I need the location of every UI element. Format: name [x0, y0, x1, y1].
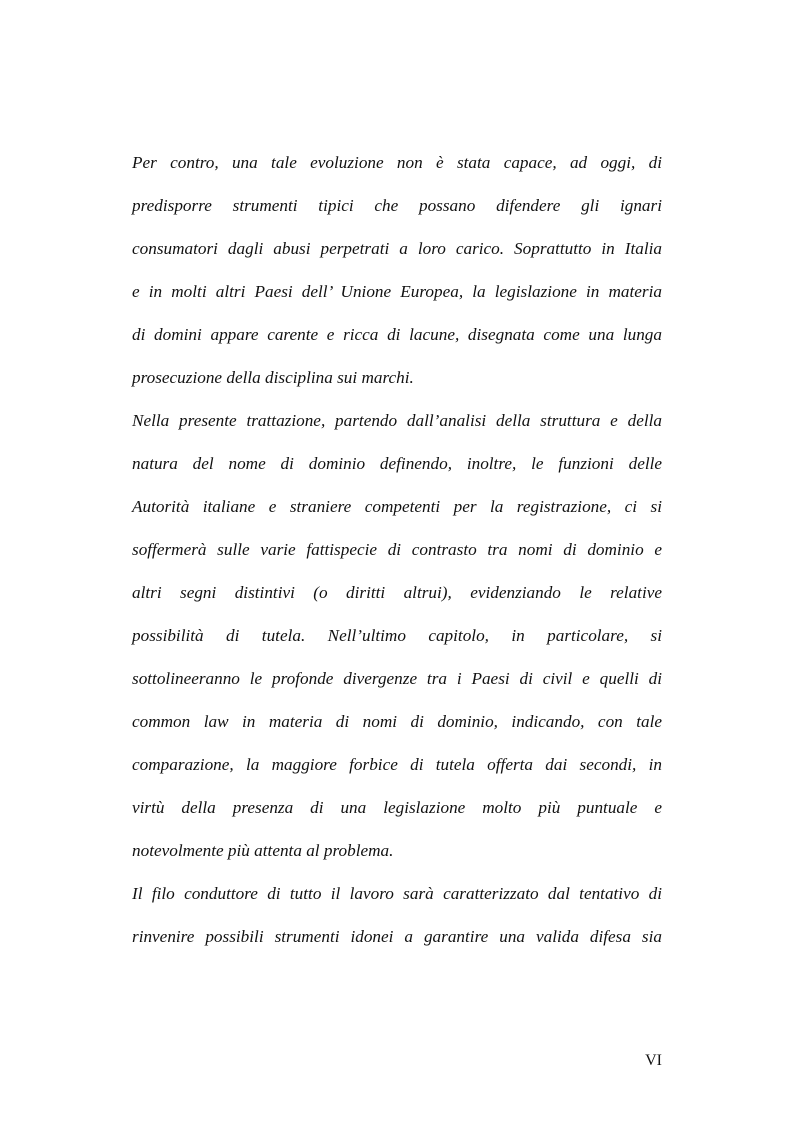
text-line: sottolineeranno le profonde divergenze tra i Paesi di civil e quelli di — [132, 669, 662, 688]
text-line: virtù della presenza di una legislazione molto più puntuale e — [132, 798, 662, 817]
body-text — [132, 149, 662, 966]
text-line: consumatori dagli abusi perpetrati a loro carico. Soprattutto in Italia — [132, 239, 662, 258]
text-line: Nella presente trattazione, partendo dall’analisi della struttura e della — [132, 411, 662, 430]
text-line: e in molti altri Paesi dell’ Unione Europea, la legislazione in materia — [132, 282, 662, 301]
text-line: prosecuzione della disciplina sui marchi. — [132, 368, 414, 387]
paragraph-3 — [132, 880, 662, 966]
text-line: Autorità italiane e straniere competenti per la registrazione, ci si — [132, 497, 662, 516]
paragraph-2 — [132, 407, 662, 880]
text-line: di domini appare carente e ricca di lacune, disegnata come una lunga — [132, 325, 662, 344]
text-line: altri segni distintivi (o diritti altrui), evidenziando le relative — [132, 583, 662, 602]
text-line: common law in materia di nomi di dominio, indicando, con tale — [132, 712, 662, 731]
text-line: predisporre strumenti tipici che possano difendere gli ignari — [132, 196, 662, 215]
text-line: notevolmente più attenta al problema. — [132, 841, 394, 860]
text-line: natura del nome di dominio definendo, inoltre, le funzioni delle — [132, 454, 662, 473]
paragraph-1 — [132, 149, 662, 407]
text-line: Per contro, una tale evoluzione non è stata capace, ad oggi, di — [132, 153, 662, 172]
text-line: comparazione, la maggiore forbice di tutela offerta dai secondi, in — [132, 755, 662, 774]
page-number: VI — [645, 1052, 662, 1069]
text-line: possibilità di tutela. Nell’ultimo capitolo, in particolare, si — [132, 626, 662, 645]
text-line: Il filo conduttore di tutto il lavoro sarà caratterizzato dal tentativo di — [132, 884, 662, 903]
text-line: rinvenire possibili strumenti idonei a garantire una valida difesa sia — [132, 927, 662, 946]
text-line: soffermerà sulle varie fattispecie di contrasto tra nomi di dominio e — [132, 540, 662, 559]
